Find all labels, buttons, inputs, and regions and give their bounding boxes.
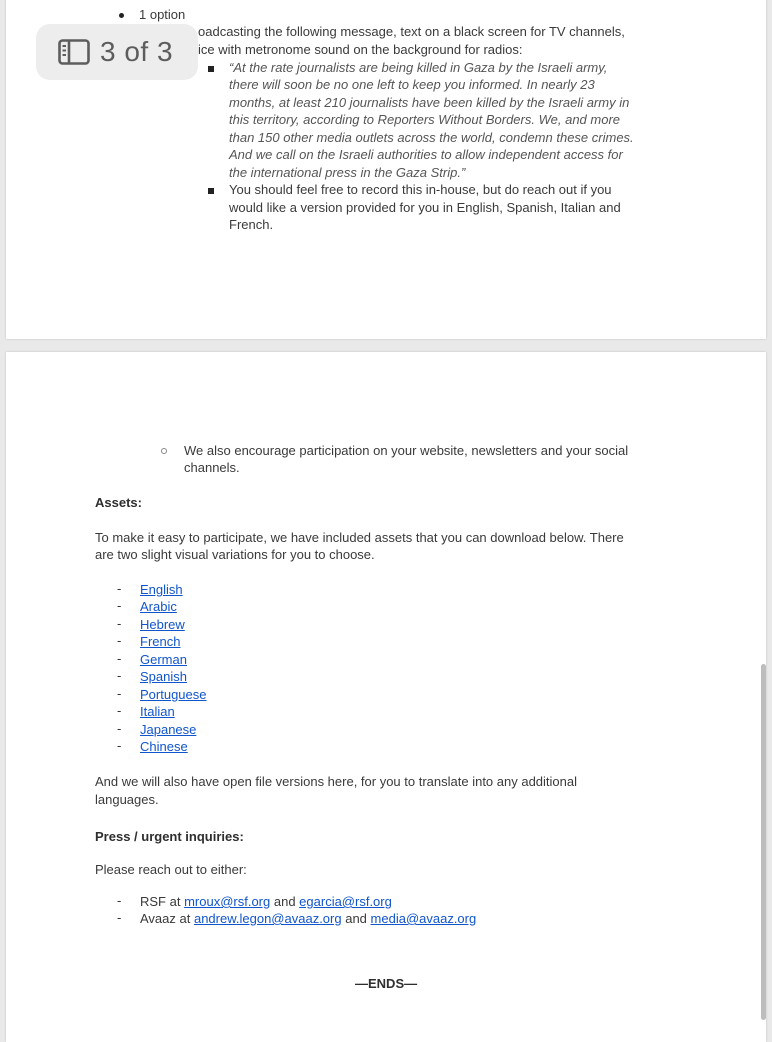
quote-line-7: the international press in the Gaza Strip.” (229, 165, 466, 180)
link-german[interactable]: German (140, 652, 187, 667)
press-heading: Press / urgent inquiries: (95, 829, 244, 844)
bullet-square (208, 66, 214, 72)
list-dash: - (117, 668, 122, 683)
option-text: 1 option (139, 7, 186, 22)
list-dash: - (117, 686, 122, 701)
contact-rsf (140, 893, 392, 911)
email-mroux-link[interactable]: mroux@rsf.org (184, 894, 271, 909)
list-dash: - (117, 616, 122, 631)
list-dash: - (117, 581, 122, 596)
record-line-2: would like a version provided for you in English, Spanish, Italian and (229, 200, 621, 215)
open-file-line-2: languages. (95, 792, 159, 807)
list-dash: - (117, 738, 122, 753)
link-chinese[interactable]: Chinese (140, 739, 188, 754)
link-japanese[interactable]: Japanese (140, 722, 197, 737)
intro-line-2: ice with metronome sound on the background for radios: (198, 42, 523, 57)
email-egarcia-link[interactable]: egarcia@rsf.org (299, 894, 392, 909)
link-portuguese[interactable]: Portuguese (140, 687, 207, 702)
bullet-circle (161, 448, 167, 454)
list-dash: - (117, 893, 122, 908)
link-french[interactable]: French (140, 634, 181, 649)
assets-line-2: are two slight visual variations for you to choose. (95, 547, 375, 562)
email-andrew-link[interactable]: andrew.legon@avaaz.org (193, 911, 342, 926)
quote-line-6: And we call on the Israeli authorities to allow independent access for (229, 147, 623, 162)
intro-line-1: oadcasting the following message, text on a black screen for TV channels, (198, 24, 625, 39)
sidebar-icon (58, 39, 90, 65)
quote-line-4: this territory, according to Reporters Without Borders. We, and more (229, 112, 621, 127)
quote-line-5: than 150 other media outlets across the world, condemn these crimes. (229, 130, 634, 145)
assets-line-1: To make it easy to participate, we have included assets that you can download below. There (95, 530, 624, 545)
email-media-link[interactable]: media@avaaz.org (370, 911, 477, 926)
participation-line-1: We also encourage participation on your website, newsletters and your social (184, 443, 629, 458)
list-dash: - (117, 721, 122, 736)
contact-org: RSF at (140, 894, 185, 909)
list-dash: - (117, 703, 122, 718)
ends-marker: —ENDS— (355, 976, 418, 991)
assets-heading: Assets: (95, 495, 142, 510)
quote-line-1: “At the rate journalists are being killed in Gaza by the Israeli army, (229, 60, 608, 75)
bullet-square (208, 188, 214, 194)
quote-line-2: there will soon be no one left to keep you informed. In nearly 23 (229, 77, 595, 92)
participation-line-2: channels. (184, 460, 240, 475)
list-dash: - (117, 651, 122, 666)
reach-out-text: Please reach out to either: (95, 862, 247, 877)
contact-and: and (270, 894, 300, 909)
page-indicator[interactable] (36, 24, 198, 80)
page-indicator-label: 3 of 3 (100, 36, 174, 67)
contact-org: Avaaz at (140, 911, 194, 926)
link-spanish[interactable]: Spanish (140, 669, 187, 684)
link-hebrew[interactable]: Hebrew (140, 617, 185, 632)
record-line-3: French. (229, 217, 274, 232)
record-line-1: You should feel free to record this in-house, but do reach out if you (229, 182, 612, 197)
list-dash: - (117, 633, 122, 648)
link-english[interactable]: English (140, 582, 183, 597)
vertical-scrollbar[interactable] (761, 664, 766, 1020)
contact-avaaz (140, 910, 476, 928)
document-page-3 (6, 352, 766, 1042)
link-italian[interactable]: Italian (140, 704, 175, 719)
bullet-dot (119, 13, 124, 18)
list-dash: - (117, 598, 122, 613)
link-arabic[interactable]: Arabic (140, 599, 177, 614)
contact-and: and (341, 911, 371, 926)
quote-line-3: months, at least 210 journalists have been killed by the Israeli army in (229, 95, 630, 110)
list-dash: - (117, 910, 122, 925)
open-file-line-1: And we will also have open file versions here, for you to translate into any additional (95, 774, 578, 789)
